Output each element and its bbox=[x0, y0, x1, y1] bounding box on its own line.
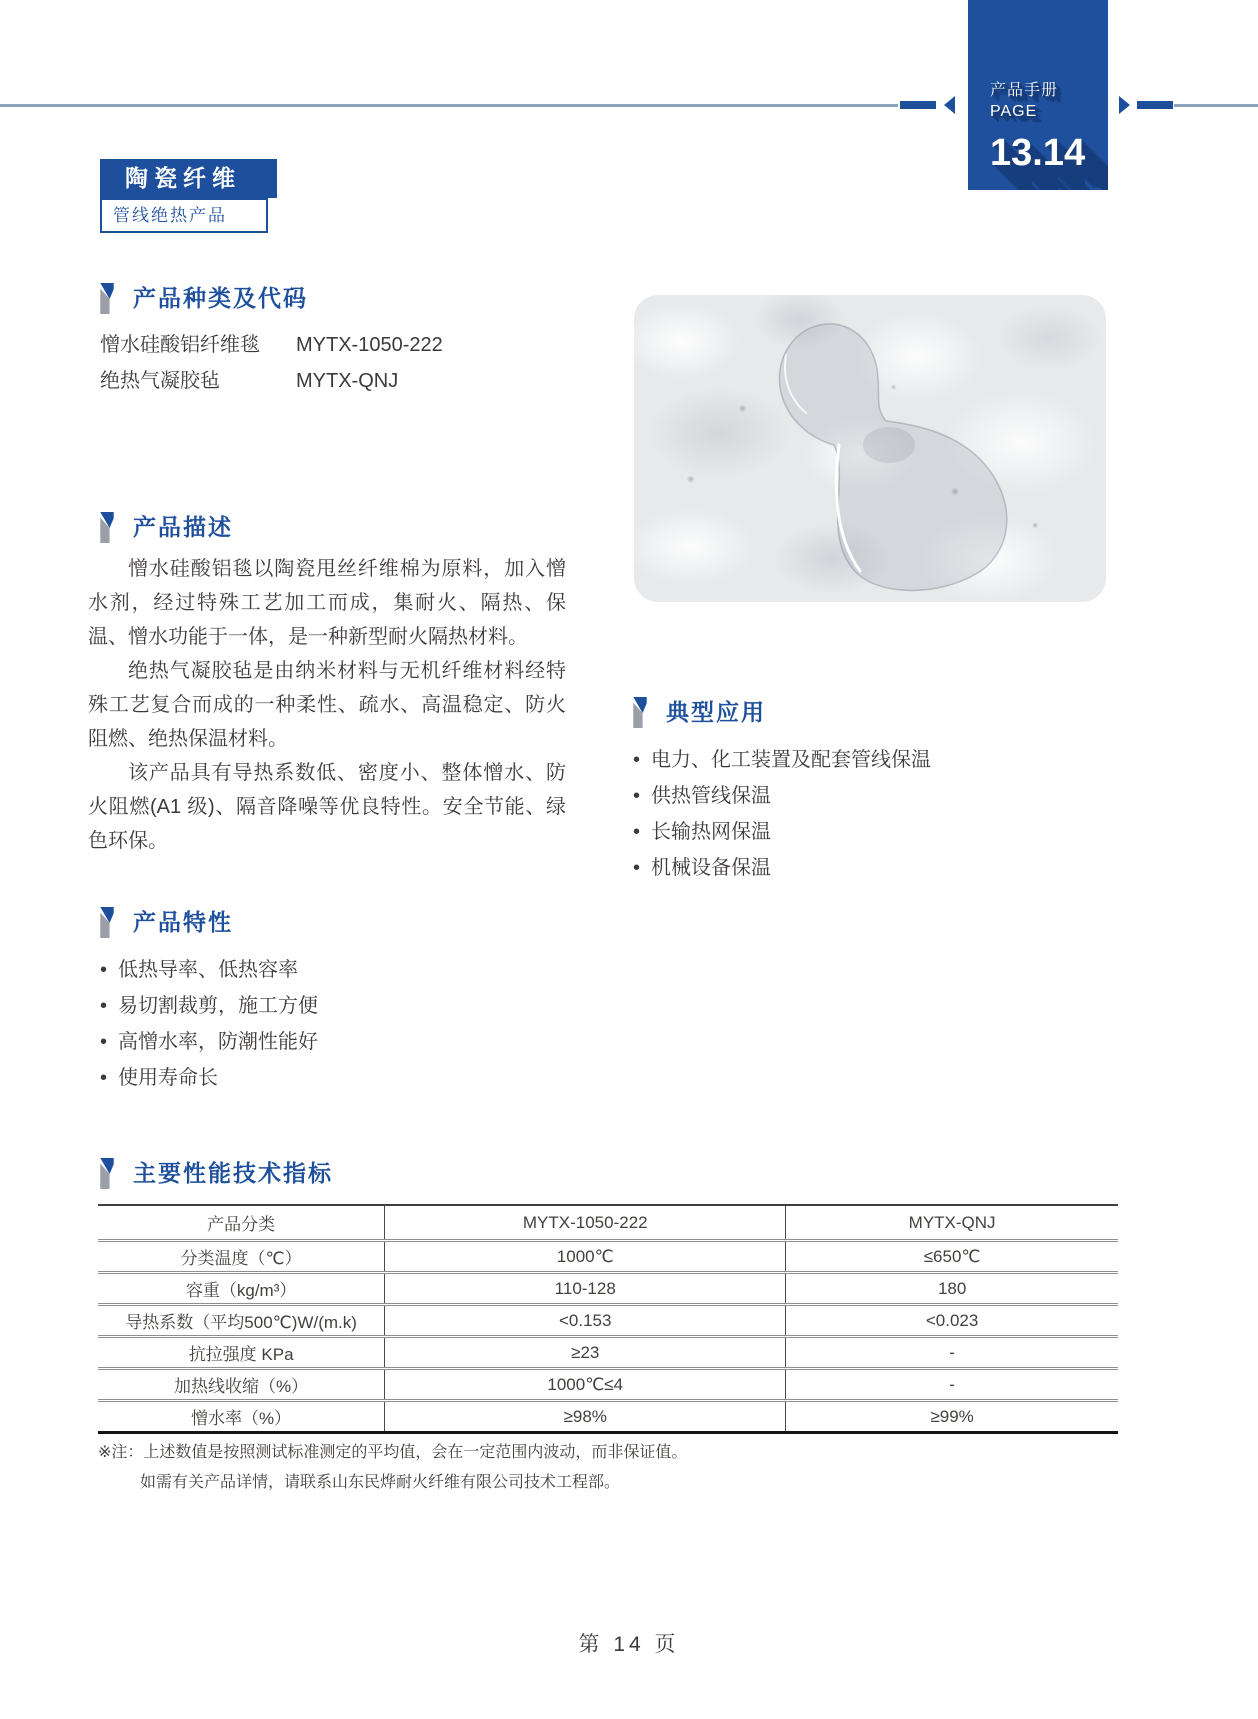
flag-icon bbox=[633, 697, 647, 728]
table-cell: <0.023 bbox=[786, 1305, 1118, 1337]
list-item: • 供热管线保温 bbox=[633, 778, 931, 814]
section-heading bbox=[100, 1158, 333, 1189]
table-cell: ≥99% bbox=[786, 1401, 1118, 1433]
table-footnote bbox=[98, 1438, 687, 1498]
page-banner bbox=[968, 0, 1108, 190]
product-code: MYTX-1050-222 bbox=[296, 334, 443, 356]
banner-page-word: PAGE bbox=[990, 103, 1038, 120]
table-cell: <0.153 bbox=[385, 1305, 786, 1337]
footer-page-number: 第 14 页 bbox=[578, 1633, 680, 1656]
water-droplet-illustration bbox=[634, 295, 1106, 602]
table-cell: - bbox=[786, 1369, 1118, 1401]
table-row bbox=[98, 1205, 1118, 1241]
product-name: 绝热气凝胶毡 bbox=[100, 370, 220, 392]
list-item bbox=[100, 363, 443, 399]
product-code: MYTX-QNJ bbox=[296, 370, 399, 392]
table-cell: 1000℃ bbox=[385, 1241, 786, 1273]
table-row bbox=[98, 1305, 1118, 1337]
section-title: 产品种类及代码 bbox=[133, 285, 308, 311]
flag-icon bbox=[100, 1158, 114, 1189]
footnote-line: ※注：上述数值是按照测试标准测定的平均值，会在一定范围内波动，而非保证值。 bbox=[98, 1444, 688, 1461]
table-cell: 憎水率（%） bbox=[191, 1409, 292, 1428]
table-header-cell: MYTX-QNJ bbox=[786, 1205, 1118, 1241]
list-item: • 电力、化工装置及配套管线保温 bbox=[633, 742, 931, 778]
product-name: 憎水硅酸铝纤维毯 bbox=[100, 334, 260, 356]
divider-line-left bbox=[0, 104, 898, 107]
section-title: 产品描述 bbox=[133, 514, 233, 540]
banner-page-number: 13.14 bbox=[990, 132, 1086, 174]
table-cell: - bbox=[786, 1337, 1118, 1369]
section-features bbox=[100, 907, 318, 1096]
section-title: 典型应用 bbox=[666, 699, 766, 725]
table-row bbox=[98, 1241, 1118, 1273]
section-title: 主要性能技术指标 bbox=[133, 1160, 333, 1186]
product-type-list bbox=[100, 327, 443, 399]
flag-icon bbox=[100, 283, 114, 314]
banner-handbook-label: 产品手册 bbox=[990, 82, 1059, 99]
divider-line-right bbox=[1174, 104, 1258, 107]
description-paragraph: 该产品具有导热系数低、密度小、整体憎水、防火阻燃(A1 级)、隔音降噪等优良特性。安全节能、绿色环保。 bbox=[88, 762, 566, 852]
table-cell: 分类温度（℃） bbox=[98, 1241, 385, 1273]
table-cell: 180 bbox=[786, 1273, 1118, 1305]
section-applications bbox=[633, 697, 931, 886]
list-item: • 高憎水率，防潮性能好 bbox=[100, 1024, 318, 1060]
table-header-cell: MYTX-1050-222 bbox=[385, 1205, 786, 1241]
section-heading bbox=[633, 697, 931, 728]
table-cell: 导热系数（平均500℃)W/(m.k) bbox=[98, 1305, 385, 1337]
page-title: 陶瓷纤维 bbox=[100, 159, 277, 198]
flag-icon bbox=[100, 907, 114, 938]
table-cell: 抗拉强度 KPa bbox=[98, 1337, 385, 1369]
table-cell: 1000℃≤4 bbox=[385, 1369, 786, 1401]
list-item: • 易切割裁剪，施工方便 bbox=[100, 988, 318, 1024]
section-heading bbox=[100, 512, 233, 543]
table-cell: 110-128 bbox=[385, 1273, 786, 1305]
flag-icon bbox=[100, 512, 114, 543]
section-heading bbox=[100, 283, 443, 314]
table-cell: 容重（kg/m³） bbox=[98, 1273, 385, 1305]
description-paragraph: 绝热气凝胶毡是由纳米材料与无机纤维材料经特殊工艺复合而成的一种柔性、疏水、高温稳定、防火阻燃、绝热保温材料。 bbox=[88, 660, 566, 750]
list-item: • 使用寿命长 bbox=[100, 1060, 318, 1096]
list-item: • 机械设备保温 bbox=[633, 850, 931, 886]
arrow-left-icon bbox=[944, 96, 955, 114]
specs-table bbox=[98, 1204, 1118, 1434]
footnote-line: 如需有关产品详情，请联系山东民烨耐火纤维有限公司技术工程部。 bbox=[140, 1474, 621, 1491]
section-heading bbox=[100, 907, 318, 938]
table-row bbox=[98, 1401, 1118, 1433]
table-cell: ≥23 bbox=[385, 1337, 786, 1369]
section-description bbox=[100, 512, 233, 543]
table-cell: ≤650℃ bbox=[786, 1241, 1118, 1273]
table-row bbox=[98, 1337, 1118, 1369]
divider-dash-right bbox=[1137, 101, 1173, 109]
arrow-right-icon bbox=[1119, 96, 1130, 114]
divider-dash-left bbox=[900, 101, 936, 109]
list-item: • 低热导率、低热容率 bbox=[100, 952, 318, 988]
table-cell: 加热线收缩（%） bbox=[98, 1369, 385, 1401]
applications-list bbox=[633, 742, 931, 886]
product-photo-fiber-blanket bbox=[634, 295, 1106, 602]
list-item: • 长输热网保温 bbox=[633, 814, 931, 850]
table-row bbox=[98, 1369, 1118, 1401]
description-text bbox=[88, 552, 566, 858]
section-title: 产品特性 bbox=[133, 909, 233, 935]
list-item bbox=[100, 327, 443, 363]
table-header-cell: 产品分类 bbox=[98, 1205, 385, 1241]
table-cell: ≥98% bbox=[385, 1401, 786, 1433]
section-specs bbox=[100, 1158, 333, 1189]
page-subtitle: 管线绝热产品 bbox=[100, 198, 268, 233]
table-row bbox=[98, 1273, 1118, 1305]
description-paragraph: 憎水硅酸铝毯以陶瓷甩丝纤维棉为原料，加入憎水剂，经过特殊工艺加工而成，集耐火、隔热、保温、憎水功能于一体，是一种新型耐火隔热材料。 bbox=[88, 558, 566, 648]
section-product-types bbox=[100, 283, 443, 399]
features-list bbox=[100, 952, 318, 1096]
